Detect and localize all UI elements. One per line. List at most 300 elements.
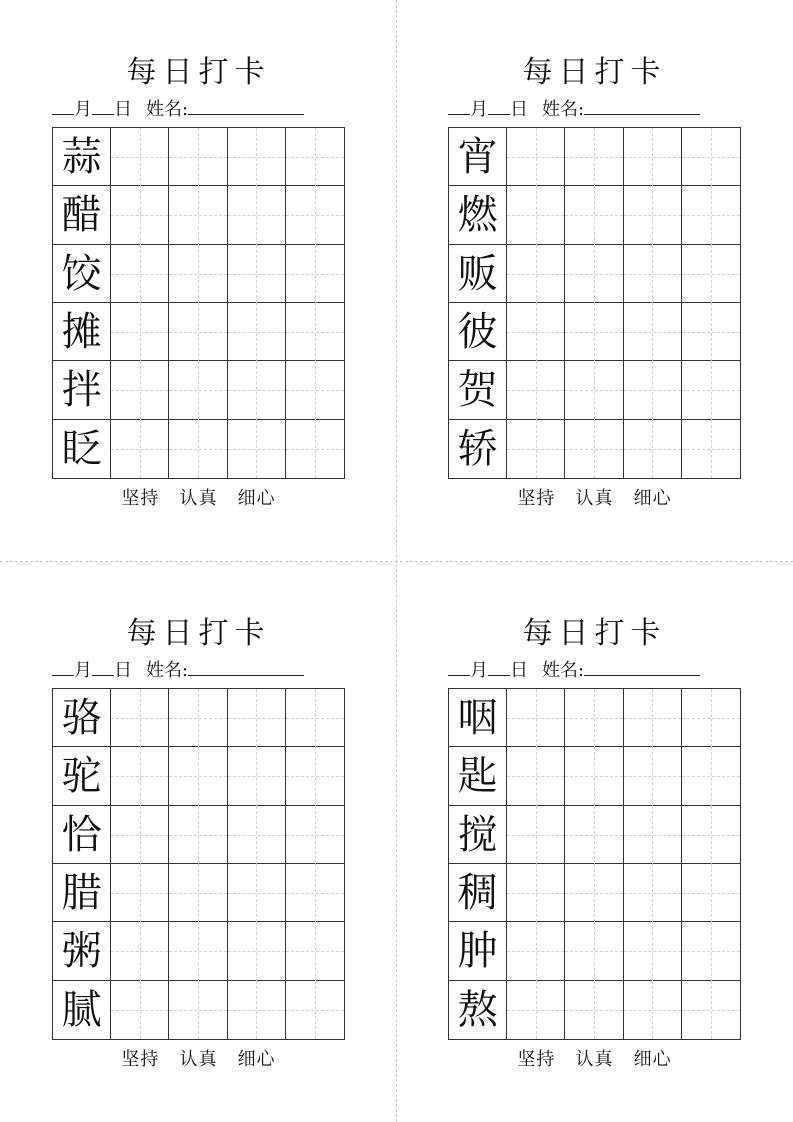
grid-row — [53, 420, 344, 478]
guide-line-horizontal — [565, 215, 622, 216]
guide-line-horizontal — [169, 951, 226, 952]
card-footer-motto: 坚持 认真 细心 — [121, 1049, 276, 1070]
guide-line-horizontal — [565, 332, 622, 333]
name-blank[interactable] — [584, 657, 700, 676]
grid-row — [53, 864, 344, 922]
practice-cell[interactable] — [228, 747, 286, 805]
guide-line-horizontal — [507, 332, 564, 333]
practice-cell[interactable] — [565, 747, 623, 805]
practice-cell[interactable] — [228, 128, 286, 186]
practice-cell[interactable] — [286, 922, 344, 980]
model-character-cell — [53, 689, 111, 747]
card-header — [448, 96, 741, 120]
model-character-cell — [53, 981, 111, 1039]
practice-cell[interactable] — [682, 689, 740, 747]
guide-line-horizontal — [624, 1010, 681, 1011]
guide-line-horizontal — [111, 332, 168, 333]
practice-cell[interactable] — [565, 303, 623, 361]
guide-line-horizontal — [682, 274, 740, 275]
grid-row — [449, 922, 740, 980]
model-character-cell — [53, 806, 111, 864]
practice-cell[interactable] — [169, 689, 227, 747]
guide-line-horizontal — [228, 951, 285, 952]
practice-cell[interactable] — [565, 186, 623, 244]
guide-line-horizontal — [624, 776, 681, 777]
practice-cell[interactable] — [565, 864, 623, 922]
guide-line-horizontal — [286, 1010, 344, 1011]
grid-row — [449, 128, 740, 186]
day-blank[interactable] — [92, 96, 114, 115]
name-blank[interactable] — [188, 96, 304, 115]
practice-cell[interactable] — [682, 922, 740, 980]
guide-line-horizontal — [682, 1010, 740, 1011]
practice-cell[interactable] — [286, 128, 344, 186]
model-character: 轿 — [457, 425, 498, 472]
practice-cell[interactable] — [682, 420, 740, 478]
guide-line-horizontal — [169, 157, 226, 158]
guide-line-horizontal — [682, 449, 740, 450]
model-character-cell — [449, 303, 507, 361]
month-label: 月 — [470, 660, 488, 681]
month-label: 月 — [74, 660, 92, 681]
practice-cell[interactable] — [565, 806, 623, 864]
guide-line-horizontal — [169, 718, 226, 719]
name-label: 姓名: — [146, 660, 189, 681]
practice-cell[interactable] — [624, 864, 682, 922]
model-character-cell — [53, 303, 111, 361]
card-footer-motto: 坚持 认真 细心 — [517, 1049, 672, 1070]
guide-line-horizontal — [286, 157, 344, 158]
practice-cell[interactable] — [111, 303, 169, 361]
guide-line-horizontal — [624, 157, 681, 158]
practice-card — [52, 561, 345, 1070]
practice-cell[interactable] — [286, 245, 344, 303]
practice-cell[interactable] — [682, 361, 740, 419]
guide-line-horizontal — [565, 274, 622, 275]
practice-cell[interactable] — [682, 303, 740, 361]
guide-line-horizontal — [111, 776, 168, 777]
practice-cell[interactable] — [507, 361, 565, 419]
practice-cell[interactable] — [111, 420, 169, 478]
practice-cell[interactable] — [682, 806, 740, 864]
model-character: 骆 — [61, 695, 102, 742]
model-character: 粥 — [61, 928, 102, 975]
card-footer-motto: 坚持 认真 细心 — [121, 488, 276, 509]
model-character: 贺 — [457, 367, 498, 414]
practice-cell[interactable] — [111, 864, 169, 922]
model-character-cell — [53, 864, 111, 922]
guide-line-horizontal — [682, 776, 740, 777]
guide-line-horizontal — [682, 893, 740, 894]
guide-line-horizontal — [286, 274, 344, 275]
model-character-cell — [449, 922, 507, 980]
guide-line-horizontal — [682, 718, 740, 719]
card-header — [52, 657, 345, 681]
guide-line-horizontal — [286, 332, 344, 333]
model-character-cell — [449, 186, 507, 244]
practice-cell[interactable] — [169, 922, 227, 980]
practice-cell[interactable] — [624, 922, 682, 980]
practice-cell[interactable] — [169, 420, 227, 478]
practice-cell[interactable] — [565, 922, 623, 980]
practice-card — [448, 561, 741, 1070]
practice-cell[interactable] — [682, 245, 740, 303]
grid-row — [449, 981, 740, 1039]
guide-line-horizontal — [624, 951, 681, 952]
grid-row — [53, 303, 344, 361]
guide-line-horizontal — [507, 390, 564, 391]
practice-cell[interactable] — [565, 420, 623, 478]
practice-cell[interactable] — [228, 361, 286, 419]
practice-cell[interactable] — [507, 864, 565, 922]
guide-line-horizontal — [169, 332, 226, 333]
practice-cell[interactable] — [286, 186, 344, 244]
model-character: 驼 — [61, 753, 102, 800]
guide-line-horizontal — [507, 157, 564, 158]
day-blank[interactable] — [92, 657, 114, 676]
guide-line-horizontal — [169, 390, 226, 391]
practice-cell[interactable] — [682, 186, 740, 244]
guide-line-horizontal — [565, 390, 622, 391]
practice-cell[interactable] — [624, 186, 682, 244]
guide-line-horizontal — [565, 1010, 622, 1011]
model-character: 腊 — [61, 870, 102, 917]
practice-cell[interactable] — [507, 420, 565, 478]
guide-line-horizontal — [169, 835, 226, 836]
practice-cell[interactable] — [228, 981, 286, 1039]
practice-cell[interactable] — [169, 303, 227, 361]
practice-cell[interactable] — [682, 864, 740, 922]
practice-cell[interactable] — [565, 128, 623, 186]
practice-cell[interactable] — [228, 186, 286, 244]
card-header — [448, 657, 741, 681]
practice-cell[interactable] — [565, 981, 623, 1039]
grid-row — [449, 245, 740, 303]
model-character-cell — [449, 806, 507, 864]
practice-cell[interactable] — [228, 689, 286, 747]
practice-cell[interactable] — [111, 806, 169, 864]
model-character-cell — [449, 747, 507, 805]
grid-row — [53, 186, 344, 244]
practice-cell[interactable] — [624, 361, 682, 419]
practice-cell[interactable] — [624, 303, 682, 361]
guide-line-horizontal — [286, 951, 344, 952]
guide-line-horizontal — [111, 215, 168, 216]
guide-line-horizontal — [286, 893, 344, 894]
guide-line-horizontal — [682, 332, 740, 333]
guide-line-horizontal — [228, 718, 285, 719]
practice-cell[interactable] — [507, 303, 565, 361]
practice-cell[interactable] — [624, 981, 682, 1039]
practice-cell[interactable] — [565, 689, 623, 747]
practice-cell[interactable] — [624, 245, 682, 303]
guide-line-horizontal — [111, 449, 168, 450]
model-character: 摊 — [61, 309, 102, 356]
model-character-cell — [53, 245, 111, 303]
writing-grid — [52, 688, 345, 1040]
guide-line-horizontal — [624, 274, 681, 275]
model-character-cell — [53, 747, 111, 805]
grid-row — [53, 747, 344, 805]
guide-line-horizontal — [507, 893, 564, 894]
guide-line-horizontal — [286, 449, 344, 450]
guide-line-horizontal — [286, 718, 344, 719]
guide-line-horizontal — [565, 718, 622, 719]
model-character-cell — [449, 361, 507, 419]
writing-grid — [448, 688, 741, 1040]
guide-line-horizontal — [111, 390, 168, 391]
guide-line-horizontal — [682, 835, 740, 836]
practice-cell[interactable] — [111, 186, 169, 244]
model-character-cell — [449, 981, 507, 1039]
guide-line-horizontal — [682, 390, 740, 391]
day-label: 日 — [510, 99, 528, 120]
guide-line-horizontal — [682, 157, 740, 158]
guide-line-horizontal — [507, 274, 564, 275]
guide-line-horizontal — [507, 1010, 564, 1011]
model-character: 熬 — [457, 986, 498, 1033]
guide-line-horizontal — [286, 215, 344, 216]
writing-grid — [52, 127, 345, 479]
practice-cell[interactable] — [507, 922, 565, 980]
practice-card — [52, 0, 345, 509]
model-character-cell — [449, 864, 507, 922]
model-character: 腻 — [61, 986, 102, 1033]
practice-cell[interactable] — [169, 747, 227, 805]
practice-cell[interactable] — [624, 747, 682, 805]
month-blank[interactable] — [448, 657, 470, 676]
guide-line-horizontal — [507, 215, 564, 216]
model-character-cell — [449, 128, 507, 186]
model-character-cell — [53, 128, 111, 186]
name-blank[interactable] — [188, 657, 304, 676]
day-label: 日 — [510, 660, 528, 681]
guide-line-horizontal — [682, 951, 740, 952]
guide-line-horizontal — [169, 449, 226, 450]
practice-cell[interactable] — [228, 922, 286, 980]
practice-cell[interactable] — [169, 981, 227, 1039]
guide-line-horizontal — [169, 776, 226, 777]
month-blank[interactable] — [448, 96, 470, 115]
practice-cell[interactable] — [565, 245, 623, 303]
practice-cell[interactable] — [111, 689, 169, 747]
practice-cell[interactable] — [111, 922, 169, 980]
month-label: 月 — [74, 99, 92, 120]
practice-cell[interactable] — [565, 361, 623, 419]
model-character: 眨 — [61, 425, 102, 472]
guide-line-horizontal — [228, 893, 285, 894]
grid-row — [53, 981, 344, 1039]
month-label: 月 — [470, 99, 488, 120]
model-character: 彼 — [457, 309, 498, 356]
practice-cell[interactable] — [682, 747, 740, 805]
model-character: 恰 — [61, 811, 102, 858]
guide-line-horizontal — [565, 157, 622, 158]
model-character: 咽 — [457, 695, 498, 742]
model-character: 搅 — [457, 811, 498, 858]
practice-cell[interactable] — [228, 245, 286, 303]
grid-row — [449, 747, 740, 805]
practice-cell[interactable] — [111, 245, 169, 303]
practice-cell[interactable] — [286, 361, 344, 419]
practice-cell[interactable] — [682, 981, 740, 1039]
model-character: 贩 — [457, 250, 498, 297]
practice-card — [448, 0, 741, 509]
practice-cell[interactable] — [111, 128, 169, 186]
day-label: 日 — [114, 660, 132, 681]
card-header — [52, 96, 345, 120]
practice-cell[interactable] — [169, 361, 227, 419]
model-character: 醋 — [61, 192, 102, 239]
guide-line-horizontal — [169, 215, 226, 216]
guide-line-horizontal — [565, 893, 622, 894]
practice-cell[interactable] — [507, 245, 565, 303]
guide-line-horizontal — [169, 274, 226, 275]
practice-cell[interactable] — [624, 128, 682, 186]
model-character: 饺 — [61, 250, 102, 297]
practice-cell[interactable] — [169, 128, 227, 186]
guide-line-horizontal — [624, 835, 681, 836]
model-character-cell — [53, 361, 111, 419]
practice-cell[interactable] — [507, 128, 565, 186]
guide-line-horizontal — [565, 835, 622, 836]
guide-line-horizontal — [624, 332, 681, 333]
guide-line-horizontal — [624, 215, 681, 216]
grid-row — [449, 420, 740, 478]
card-title: 每日打卡 — [522, 616, 667, 651]
model-character: 宵 — [457, 134, 498, 181]
model-character-cell — [53, 922, 111, 980]
guide-line-horizontal — [228, 157, 285, 158]
card-title: 每日打卡 — [126, 616, 271, 651]
grid-row — [449, 806, 740, 864]
guide-line-horizontal — [111, 718, 168, 719]
practice-cell[interactable] — [624, 420, 682, 478]
guide-line-horizontal — [228, 390, 285, 391]
guide-line-horizontal — [624, 390, 681, 391]
guide-line-horizontal — [507, 776, 564, 777]
practice-cell[interactable] — [228, 864, 286, 922]
guide-line-horizontal — [228, 449, 285, 450]
model-character-cell — [449, 689, 507, 747]
guide-line-horizontal — [624, 449, 681, 450]
practice-cell[interactable] — [111, 361, 169, 419]
model-character: 稠 — [457, 870, 498, 917]
day-label: 日 — [114, 99, 132, 120]
practice-cell[interactable] — [169, 864, 227, 922]
guide-line-horizontal — [111, 893, 168, 894]
guide-line-horizontal — [507, 951, 564, 952]
practice-cell[interactable] — [286, 689, 344, 747]
guide-line-horizontal — [286, 776, 344, 777]
grid-row — [53, 245, 344, 303]
guide-line-horizontal — [228, 776, 285, 777]
practice-cell[interactable] — [169, 186, 227, 244]
guide-line-horizontal — [228, 835, 285, 836]
practice-cell[interactable] — [169, 245, 227, 303]
practice-cell[interactable] — [507, 747, 565, 805]
name-blank[interactable] — [584, 96, 700, 115]
practice-cell[interactable] — [682, 128, 740, 186]
guide-line-horizontal — [169, 893, 226, 894]
guide-line-horizontal — [507, 449, 564, 450]
guide-line-horizontal — [228, 332, 285, 333]
guide-line-horizontal — [111, 274, 168, 275]
guide-line-horizontal — [111, 1010, 168, 1011]
guide-line-horizontal — [565, 449, 622, 450]
model-character: 匙 — [457, 753, 498, 800]
practice-cell[interactable] — [228, 303, 286, 361]
practice-cell[interactable] — [286, 806, 344, 864]
month-blank[interactable] — [52, 657, 74, 676]
practice-cell[interactable] — [286, 747, 344, 805]
practice-cell[interactable] — [111, 747, 169, 805]
guide-line-horizontal — [565, 951, 622, 952]
grid-row — [53, 806, 344, 864]
guide-line-horizontal — [228, 1010, 285, 1011]
practice-cell[interactable] — [286, 864, 344, 922]
day-blank[interactable] — [488, 657, 510, 676]
month-blank[interactable] — [52, 96, 74, 115]
model-character-cell — [449, 420, 507, 478]
model-character: 蒜 — [61, 134, 102, 181]
practice-cell[interactable] — [111, 981, 169, 1039]
grid-row — [53, 689, 344, 747]
practice-cell[interactable] — [228, 806, 286, 864]
model-character-cell — [449, 245, 507, 303]
grid-row — [449, 303, 740, 361]
guide-line-horizontal — [682, 215, 740, 216]
guide-line-horizontal — [507, 718, 564, 719]
guide-line-horizontal — [565, 776, 622, 777]
practice-cell[interactable] — [286, 303, 344, 361]
model-character: 肿 — [457, 928, 498, 975]
grid-row — [449, 186, 740, 244]
name-label: 姓名: — [146, 99, 189, 120]
practice-cell[interactable] — [507, 981, 565, 1039]
model-character-cell — [53, 420, 111, 478]
practice-cell[interactable] — [624, 806, 682, 864]
practice-cell[interactable] — [507, 806, 565, 864]
card-title: 每日打卡 — [126, 55, 271, 90]
model-character: 拌 — [61, 367, 102, 414]
practice-cell[interactable] — [507, 186, 565, 244]
card-footer-motto: 坚持 认真 细心 — [517, 488, 672, 509]
grid-row — [53, 361, 344, 419]
model-character: 燃 — [457, 192, 498, 239]
practice-cell[interactable] — [169, 806, 227, 864]
guide-line-horizontal — [111, 951, 168, 952]
name-label: 姓名: — [542, 660, 585, 681]
guide-line-horizontal — [286, 835, 344, 836]
guide-line-horizontal — [624, 893, 681, 894]
guide-line-horizontal — [228, 215, 285, 216]
grid-row — [449, 864, 740, 922]
day-blank[interactable] — [488, 96, 510, 115]
name-label: 姓名: — [542, 99, 585, 120]
guide-line-horizontal — [169, 1010, 226, 1011]
practice-cell[interactable] — [286, 981, 344, 1039]
guide-line-horizontal — [228, 274, 285, 275]
practice-cell[interactable] — [228, 420, 286, 478]
guide-line-horizontal — [624, 718, 681, 719]
practice-cell[interactable] — [624, 689, 682, 747]
practice-cell[interactable] — [507, 689, 565, 747]
writing-grid — [448, 127, 741, 479]
guide-line-horizontal — [111, 157, 168, 158]
practice-cell[interactable] — [286, 420, 344, 478]
grid-row — [449, 361, 740, 419]
